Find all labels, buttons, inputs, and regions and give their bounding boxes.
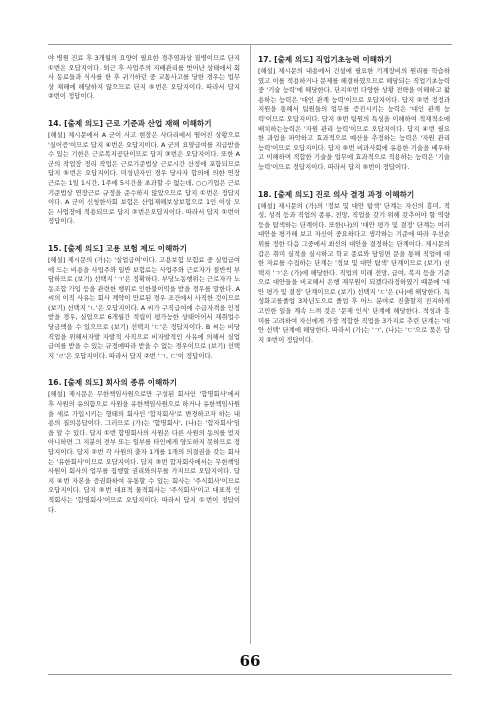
section-body: [해설] 제시문의 (가)는 '실업급여'이다. 고용보험 모험료 중 실업급여에 드는 비용을 사업주와 일반 보험료는 사업주와 근로자가 절반씩 부담하므로 (보기) 선택지 'ㄱ'은 정확하다. 부당노동행위는 근로자가 노동조합 가입 등을 관련한 행위로 인한불이익을 받을 경우를 말한다. A 씨의 이직 사유는 회사 계약이 만료된 경우 조건에서 사직한 것이므로 (보기) 선택지 'ㄴ'은 오답지이다. A 씨가 구직급여에 수급자격을 인정받을 경우, 실업으로 6개월간 적립이 평가능한 상태이어서 재취업수당금액을 수 있으므로 (보기) 선택지 'ㄷ'은 정답지이다. B 씨는 비당 직업을 위해서자발 자발적 사직으로 비자발적인 사유에 의해서 실업급여를 받을 수 있는 규정에따라 받을 수 없는 경우이므로 (보기) 선택지 'ㄹ'은 오답지이다. 따라서 답지 ②번 'ㄱ, ㄷ'이 정답이다. [48,255,240,360]
section-heading: 14. [출제 의도] 근로 기준과 산업 재해 이해하기 [48,118,212,128]
section-14 [48,118,240,227]
section-body: [해설] 제시문의 내용에서 건설에 필요한 기계장비의 원리를 학습하였고 이를 적용하거나 문제를 해결하였으므로 해당되는 직업기초능력 중 '기술 능력'에 해당한다. 단지①번 다양한 상황 전략을 이해하고 활용하는 능력은 '대인 관계 능력'이므로 오답지이다. 답지 ②번 정정과 지원을 통해서 팀원들의 업무를 증진시키는 능력은 '대인 관계 능력'이므로 오답지이다. 답지 ③번 팀원의 특성을 이해하여 적재적소에 배치하는능력은 '자원 관리 능력'이므로 오답지이다. 답지 ④번 필요한 과업을 파악하고 효과적으로 예산을 추정하는 능력은 '자원 관리 능력'이므로 오답지이다. 답지 ⑤번 비과사회에 유용한 기술을 배우하고 이해하며 적합한 기술을 업무에 효과적으로 적용하는 능력은 '기술 능력'이므로 정답지이다. 따라서 답지 ⑤번이 정답이다. [258,67,450,171]
section-body: [해설] 제시문에서 A 군이 사고 현장은 사다리에서 떨어진 상황으로 '실어증'이므로 답지 ④번은 오답지이다. A 군의 요양급여를 지급받을 수 있는 기한은 근로복지공단이므로 답지 ③번은 오답지이다. 또한 A 군의 작업장 정리 작업은 근로기준법상 근로시간 산정에 포함되므로 답지 ⑤번은 오답지이다. 미성년자인 경우 당사자 합의에 의한 연장 근로는 1일 1시간, 1주에 5시간을 초과할 수 없는데, ○○기업은 근로기준법상 연장근로 규정을 준수하지 않았으므로 답지 ①번은 정답지이다. A 군이 신청한사회 보험은 산업재해보상보험으로 1인 이상 모든 사업장에 적용되므로 답지 ②번은오답지이다. 따라서 답지 ①번이 정답이다. [48,130,240,226]
section-heading: 17. [출제 의도] 직업기초능력 이해하기 [258,55,392,64]
column-divider [250,44,251,644]
bottom-rule [48,674,452,675]
section-heading: 18. [출제 의도] 진로 의사 결정 과정 이해하기 [258,189,415,199]
section-18 [258,189,450,346]
section-body: [해설] 제시문의 (가)의 '정보 및 대안 탐색' 단계는 자신의 흥미, 적성, 성격 등과 직업의 종류, 전망, 직업을 갖기 위해 갖추어야 할 역량 등을 탐색하는 단계이다. 또한(나)의 '대안 평가 및 결정' 단계는 여러 대안을 평가해 보고 자신이 중요하다고 생각하는 기준에 따라 우선순위를 정한 다음 그중에서 최선의 대안을 결정하는 단계이다. 제시문의 갑은 취미 실적을 실시하고 학교 종료와 담임면 문을 통해 직업에 대한 자료를 수집하는 단계는 '정보 및 대안 탐색' 단계이므로 (보기) 선택지 'ㄱ'은 (가)에 해당한다. 직업의 미래 전망, 급여, 복지 등을 기준으로 대안들을 비교해서 은행 재무원이 되겠다라정하였기 때문에 '대안 평가 및 결정' 단계이므로 (보기) 선택지 'ㄷ'은 (나)에 해당한다. 특성화고를졸업 3차년도으로 졸업 후 어느 분야로 진출할지 진지하게 고민한 일을 계속 느껴 것은 '문제 인식' 단계에 해당한다. 적성과 흥미를 고려하여 자신에게 가장 적합한 직업을 3가지로 추린 단계는 '대안 선택' 단계에 해당한다. 따라서 (가)는 'ㄱ', (나)는 'ㄷ'으로 묶은 답지 ②번이 정답이다. [258,201,450,344]
section-16 [48,377,240,515]
section-17 [258,54,450,173]
section-heading: 16. [출제 의도] 회사의 종류 이해하기 [48,378,177,388]
section-body: [해설] 제시문은 무한책임사원으로만 구성된 회사인 '합명회사'에서 후 사원의 유의함으로 사원을 유한책임사원으로 하거나 유한책임사원을 새로 가입시키는 형태의 회사인 '합자회사'로 변경하고자 하는 내용의 질의응답이다. 그러므로 (가)는 '합명회사', (나)는 '합자회사'임을 알 수 있다. 답지 ①번 합명회사의 사원은 다른 사원의 동의를 얻지 아니하면 그 지분의 전부 또는 일부를 타인에게 양도하지 못하므로 정답지이다. 답지 ②번 각 사원의 출자 1개를 1개의 의결권을 갖는 회사는 '유한회사'이므로 오답지이다. 답지 ③번 합자회사에서는 무한책임사원이 회사의 업무를 집행할 권리와의무를 가지므로 오답지이다. 답지 ④번 자본을 증권화하여 유통할 수 있는 회사는 '주식회사'이므로 오답지이다. 답지 ⑤번 대표적 물적회사는 '주식회사'이고 대표적 인적회사는 '합명회사'이므로 오답지이다. 따라서 답지 ①번이 정답이다. [48,390,240,514]
intro-paragraph: 야 병원 진료 후 3개월의 요양이 필요한 경추염좌상 질병이므로 단지 ①번은 오답지이다. 퇴근 후 사업주의 지배관리를 벗어난 상태에서 회사 동료들과 식사를 한 후 귀가하던 중 교통사고를 당한 경우는 업무상 재해에 해당하지 않으므로 단지 ⑤번은 오답지이다. 따라서 답지 ②번이 정답이다. [48,54,240,101]
section-15 [48,243,240,362]
page-number: 66 [239,652,261,670]
section-heading: 15. [출제 의도] 고용 보험 제도 이해하기 [48,243,187,253]
right-column [258,54,450,345]
left-column [48,54,240,515]
